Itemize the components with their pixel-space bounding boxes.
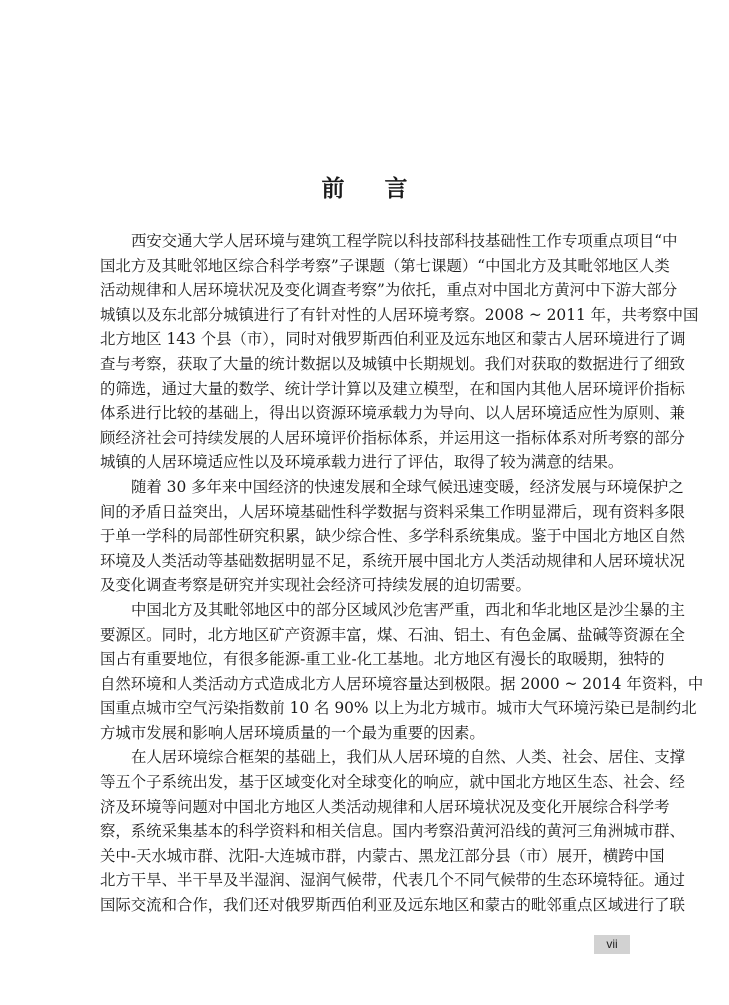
paragraph: [100, 229, 699, 475]
text-line: 在人居环境综合框架的基础上，我们从人居环境的自然、人类、社会、居住、支撑: [131, 748, 686, 767]
text-line: 中国北方及其毗邻地区中的部分区域风沙危害严重，西北和华北地区是沙尘暴的主: [131, 600, 686, 619]
text-line: 北方地区 143 个县（市），同时对俄罗斯西伯利亚及远东地区和蒙古人居环境进行了调: [100, 330, 686, 349]
paragraph: [100, 475, 685, 598]
text-line: 及变化调查考察是研究并实现社会经济可持续发展的迫切需要。: [100, 576, 531, 595]
text-line: 国重点城市空气污染指数前 10 名 90% 以上为北方城市。城市大气环境污染已是制约北: [100, 699, 697, 718]
page-title: 前言: [321, 175, 448, 202]
paragraph: [100, 598, 704, 746]
page-number: vii: [594, 935, 630, 954]
text-line: 随着 30 多年来中国经济的快速发展和全球气候迅速变暖，经济发展与环境保护之: [131, 477, 684, 496]
text-line: 顾经济社会可持续发展的人居环境评价指标体系，并运用这一指标体系对所考察的部分: [100, 428, 685, 447]
text-line: 国际交流和合作，我们还对俄罗斯西伯利亚及远东地区和蒙古的毗邻重点区域进行了联: [100, 896, 685, 915]
text-line: 环境及人类活动等基础数据明显不足，系统开展中国北方人类活动规律和人居环境状况: [100, 551, 685, 570]
text-line: 城镇的人居环境适应性以及环境承载力进行了评估，取得了较为满意的结果。: [100, 453, 624, 472]
text-line: 于单一学科的局部性研究积累，缺少综合性、多学科系统集成。鉴于中国北方地区自然: [100, 527, 685, 546]
text-line: 察，系统采集基本的科学资料和相关信息。国内考察沿黄河沿线的黄河三角洲城市群、: [100, 822, 685, 841]
text-line: 西安交通大学人居环境与建筑工程学院以科技部科技基础性工作专项重点项目“中: [131, 232, 678, 250]
text-line: 间的矛盾日益突出，人居环境基础性科学数据与资料采集工作明显滞后，现有资料多限: [100, 502, 685, 521]
text-line: 国北方及其毗邻地区综合科学考察”子课题（第七课题）“中国北方及其毗邻地区人类: [100, 256, 670, 275]
text-line: 国占有重要地位，有很多能源-重工业-化工基地。北方地区有漫长的取暖期，独特的: [100, 650, 665, 669]
text-line: 城镇以及东北部分城镇进行了有针对性的人居环境考察。2008 ~ 2011 年，共考察中国: [100, 305, 699, 324]
text-line: 方城市发展和影响人居环境质量的一个最为重要的因素。: [100, 723, 485, 742]
preface-body: [100, 229, 704, 918]
text-line: 的筛选，通过大量的数学、统计学计算以及建立模型，在和国内其他人居环境评价指标: [100, 379, 685, 398]
text-line: 要源区。同时，北方地区矿产资源丰富，煤、石油、铝土、有色金属、盐碱等资源在全: [100, 625, 685, 644]
paragraph: [100, 745, 686, 917]
text-line: 等五个子系统出发，基于区域变化对全球变化的响应，就中国北方地区生态、社会、经: [100, 773, 685, 792]
text-line: 济及环境等问题对中国北方地区人类活动规律和人居环境状况及变化开展综合科学考: [100, 797, 670, 816]
text-line: 活动规律和人居环境状况及变化调查考察”为依托，重点对中国北方黄河中下游大部分: [100, 281, 678, 300]
text-line: 体系进行比较的基础上，得出以资源环境承载力为导向、以人居环境适应性为原则、兼: [100, 404, 685, 423]
text-line: 自然环境和人类活动方式造成北方人居环境容量达到极限。据 2000 ~ 2014 年资料，中: [100, 674, 704, 693]
text-line: 关中-天水城市群、沈阳-大连城市群，内蒙古、黑龙江部分县（市）展开，横跨中国: [100, 846, 665, 865]
text-line: 北方干旱、半干旱及半湿润、湿润气候带，代表几个不同气候带的生态环境特征。通过: [100, 871, 685, 890]
text-line: 查与考察，获取了大量的统计数据以及城镇中长期规划。我们对获取的数据进行了细致: [100, 354, 685, 373]
